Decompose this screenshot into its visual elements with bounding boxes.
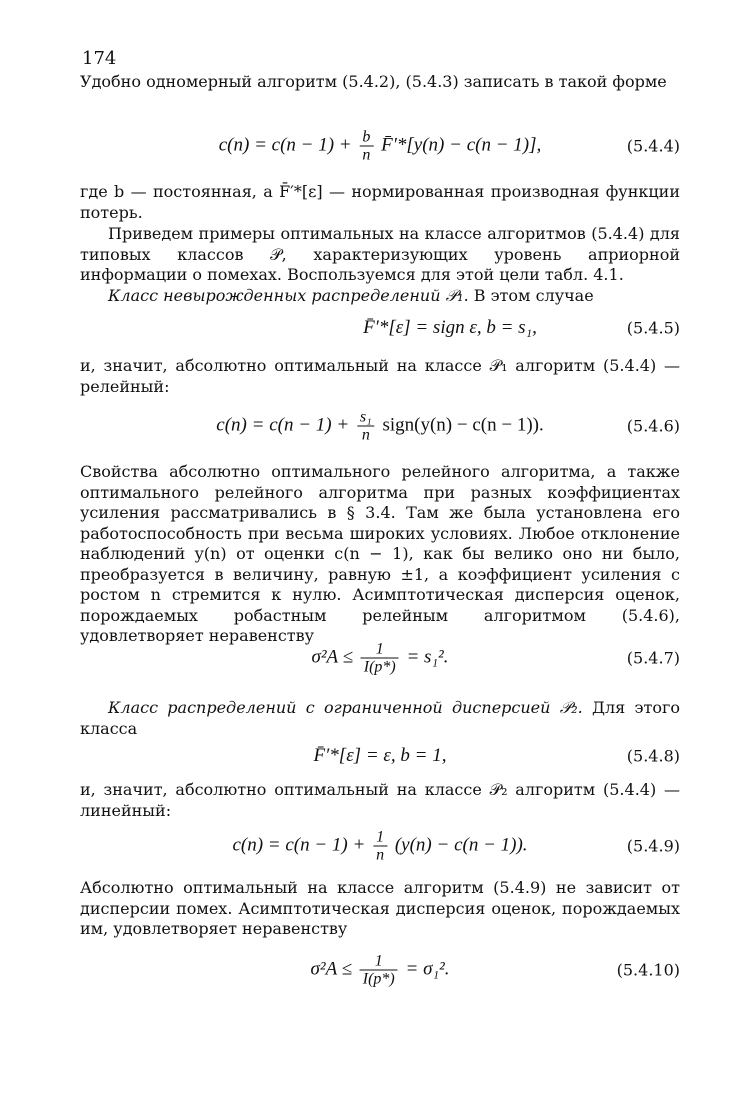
equation-5-4-7 <box>80 638 680 678</box>
equation-lhs: σ²A ≤ <box>311 646 353 668</box>
equation-lhs: c(n) = c(n − 1) + <box>218 134 352 156</box>
equation-5-4-4 <box>80 126 680 166</box>
equation-5-4-4-formula <box>219 129 542 164</box>
fraction <box>373 829 387 864</box>
paragraph-relay: и, значит, абсолютно оптимальный на классе 𝒫₁ алгоритм (5.4.4) — релейный: <box>80 356 680 396</box>
class-p1-text: В этом случае <box>468 286 594 305</box>
equation-number: (5.4.5) <box>626 318 680 338</box>
class-p2-text: Для этого класса <box>80 698 680 738</box>
fraction <box>360 953 398 988</box>
page-number: 174 <box>82 48 117 69</box>
fraction <box>359 129 373 164</box>
fraction <box>357 409 375 444</box>
paragraph-examples: Приведем примеры оптимальных на классе алгоритмов (5.4.4) для типовых классов 𝒫, характеризующих уровень априорной информации о помехах. Воспользуемся для этой цели табл. 4.1. <box>80 224 680 284</box>
equation-5-4-10-formula <box>311 953 450 988</box>
paragraph-class-p1 <box>80 286 680 307</box>
equation-5-4-6 <box>80 406 680 446</box>
equation-rhs: F̄′*[y(n) − c(n − 1)], <box>381 134 542 156</box>
equation-rhs: = s₁². <box>406 646 449 668</box>
equation-number: (5.4.6) <box>626 416 680 436</box>
equation-5-4-5 <box>80 308 680 348</box>
fraction-numerator: s₁ <box>359 408 372 426</box>
fraction-numerator: 1 <box>375 640 384 658</box>
paragraph-properties: Свойства абсолютно оптимального релейного алгоритма, а также оптимального релейного алгоритма при разных коэффициентах усиления рассматривались в § 3.4. Там же была установлена его работоспособность при весьма широких условиях. Любое отклонение наблюдений y(n) от оценки c(n − 1), как бы велико оно ни было, преобразуется в величину, равную ±1, а коэффициент усиления с ростом n стремится к нулю. Асимптотическая дисперсия оценок, порождаемых робастным релейным алгоритмом (5.4.6), удовлетворяет неравенству <box>80 462 680 645</box>
equation-5-4-5-formula: F̄′*[ε] = sign ε, b = s₁, <box>363 317 537 338</box>
fraction-denominator: n <box>373 846 387 864</box>
equation-rhs: (y(n) − c(n − 1)). <box>394 834 528 856</box>
equation-lhs: σ²A ≤ <box>310 958 353 980</box>
equation-5-4-9 <box>80 826 680 866</box>
equation-number: (5.4.9) <box>626 836 680 856</box>
paragraph-intro: Удобно одномерный алгоритм (5.4.2), (5.4.3) записать в такой форме <box>80 72 667 91</box>
equation-lhs: c(n) = c(n − 1) + <box>216 414 350 436</box>
equation-5-4-8 <box>80 736 680 776</box>
equation-number: (5.4.7) <box>626 648 680 668</box>
paragraph-linear: и, значит, абсолютно оптимальный на классе 𝒫₂ алгоритм (5.4.4) — линейный: <box>80 780 680 820</box>
equation-number: (5.4.4) <box>626 136 680 156</box>
equation-rhs: sign(y(n) − c(n − 1)). <box>382 414 544 436</box>
paragraph-class-p2 <box>80 698 680 739</box>
fraction-numerator: 1 <box>374 952 383 970</box>
equation-5-4-10 <box>80 950 680 990</box>
equation-5-4-6-formula <box>216 409 543 444</box>
paragraph-absolute: Абсолютно оптимальный на классе алгоритм (5.4.9) не зависит от дисперсии помех. Асимптотическая дисперсия оценок, порождаемых им, удовлетворяет неравенству <box>80 878 680 938</box>
equation-lhs: c(n) = c(n − 1) + <box>232 834 366 856</box>
fraction <box>361 641 399 676</box>
fraction-denominator: n <box>357 426 375 444</box>
class-p1-title: Класс невырожденных распределений 𝒫₁. <box>108 286 469 305</box>
fraction-denominator: I(p*) <box>360 970 398 988</box>
equation-rhs: = σ₁². <box>405 958 450 980</box>
equation-5-4-8-formula: F̄′*[ε] = ε, b = 1, <box>313 745 447 766</box>
equation-number: (5.4.8) <box>626 746 680 766</box>
fraction-denominator: I(p*) <box>361 658 399 676</box>
paragraph-definition: где b — постоянная, а F̄′*[ε] — нормированная производная функции потерь. <box>80 182 680 222</box>
equation-5-4-7-formula <box>311 641 448 676</box>
fraction-numerator: b <box>362 128 371 146</box>
class-p2-title: Класс распределений с ограниченной дисперсией 𝒫₂. <box>108 698 583 717</box>
fraction-numerator: 1 <box>376 828 385 846</box>
fraction-denominator: n <box>359 146 373 164</box>
equation-number: (5.4.10) <box>616 960 680 980</box>
equation-5-4-9-formula <box>232 829 527 864</box>
